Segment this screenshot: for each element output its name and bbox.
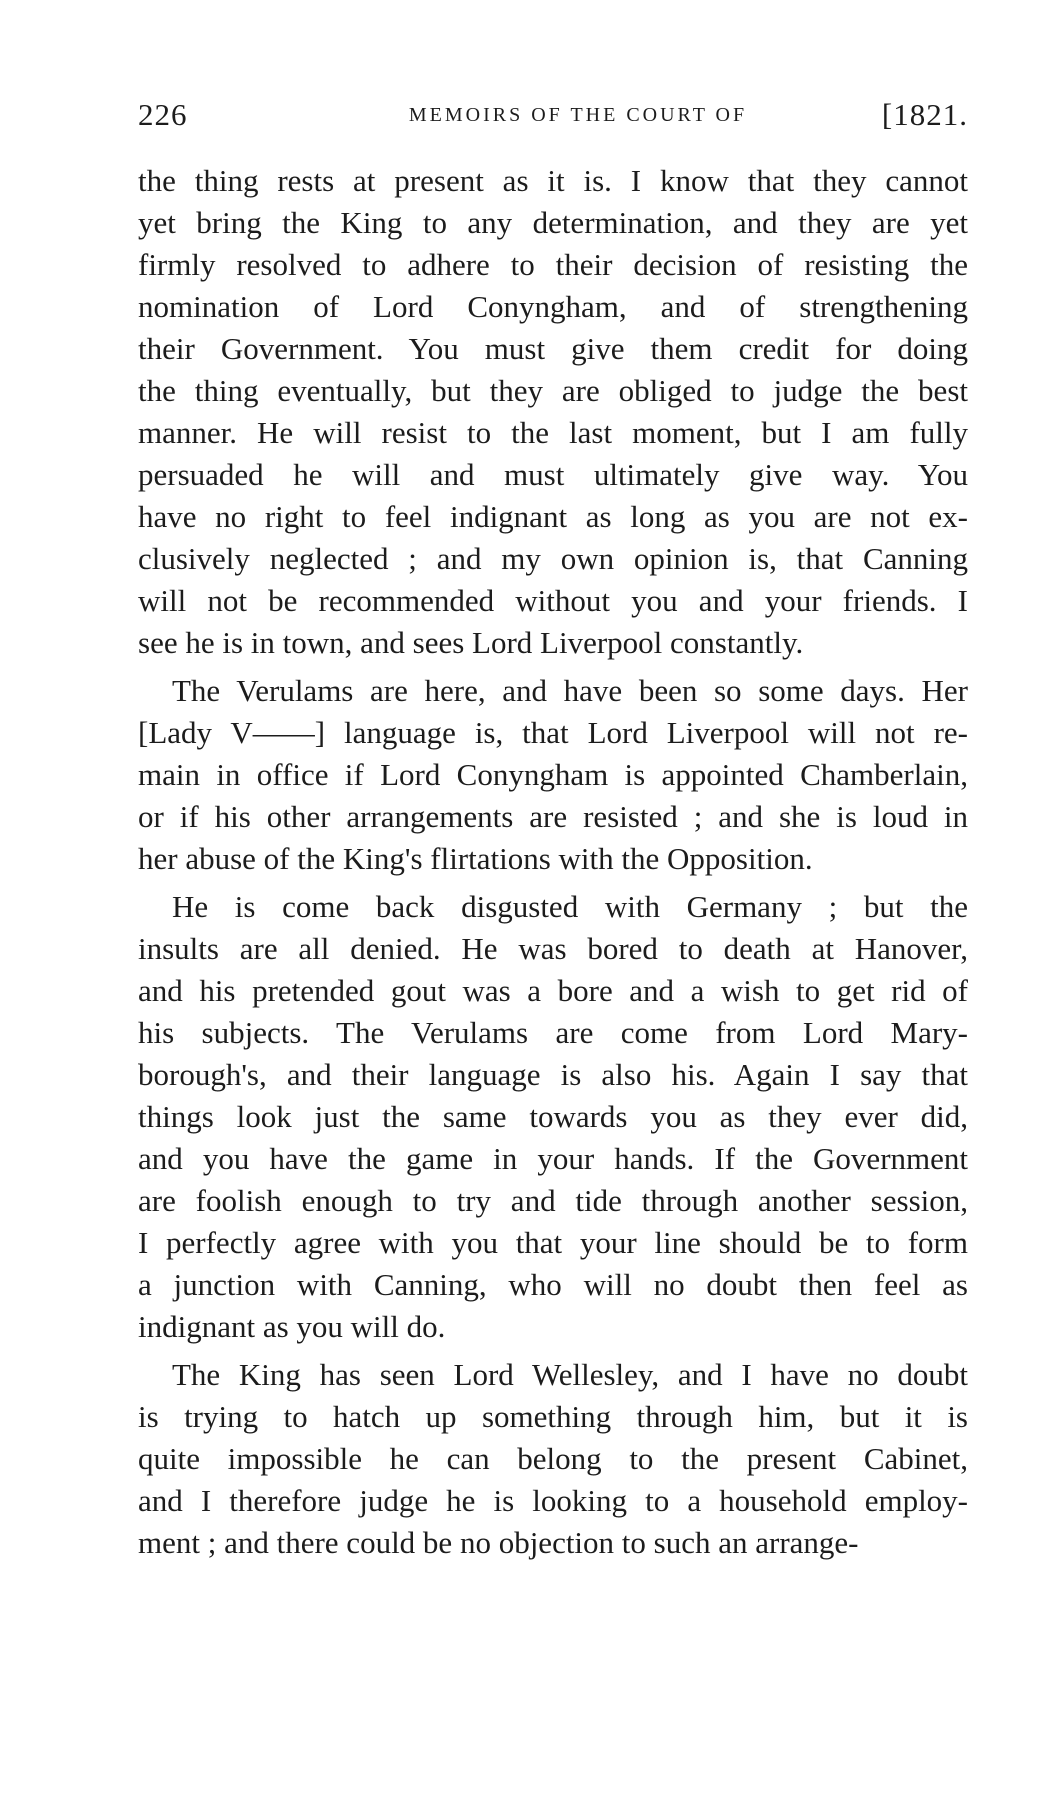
text-line: things look just the same towards you as they ever did, (138, 1099, 968, 1134)
text-line: main in office if Lord Conyngham is appointed Chamberlain, (138, 757, 968, 792)
page-number: 226 (138, 97, 188, 132)
text-line: manner. He will resist to the last moment, but I am fully (138, 415, 968, 450)
paragraph (138, 1354, 968, 1564)
text-line: his subjects. The Verulams are come from Lord Mary- (138, 1015, 968, 1050)
text-line: is trying to hatch up something through him, but it is (138, 1399, 968, 1434)
text-line: her abuse of the King's flirtations with the Opposition. (138, 841, 813, 876)
text-line: yet bring the King to any determination, and they are yet (138, 205, 968, 240)
text-line: indignant as you will do. (138, 1309, 446, 1344)
text-line: He is come back disgusted with Germany ; but the (172, 889, 968, 924)
text-line: quite impossible he can belong to the present Cabinet, (138, 1441, 968, 1476)
paragraph (138, 886, 968, 1348)
text-line: are foolish enough to try and tide through another session, (138, 1183, 968, 1218)
text-line: and you have the game in your hands. If the Government (138, 1141, 968, 1176)
text-line: insults are all denied. He was bored to death at Hanover, (138, 931, 968, 966)
text-line: clusively neglected ; and my own opinion is, that Canning (138, 541, 968, 576)
text-line: have no right to feel indignant as long as you are not ex- (138, 499, 968, 534)
header-year: [1821. (881, 97, 968, 132)
running-title: MEMOIRS OF THE COURT OF (408, 104, 748, 126)
text-line: ment ; and there could be no objection to such an arrange- (138, 1525, 859, 1560)
text-line: persuaded he will and must ultimately give way. You (138, 457, 968, 492)
text-line: [Lady V——] language is, that Lord Liverpool will not re- (138, 715, 968, 750)
text-line: or if his other arrangements are resisted ; and she is loud in (138, 799, 968, 834)
text-line: their Government. You must give them credit for doing (138, 331, 968, 366)
text-line: the thing rests at present as it is. I know that they cannot (138, 163, 968, 198)
text-line: The Verulams are here, and have been so some days. Her (172, 673, 968, 708)
text-line: The King has seen Lord Wellesley, and I have no doubt (172, 1357, 968, 1392)
text-line: see he is in town, and sees Lord Liverpool constantly. (138, 625, 804, 660)
text-line: I perfectly agree with you that your line should be to form (138, 1225, 968, 1260)
body-text (138, 160, 968, 1564)
page-header (138, 92, 968, 138)
text-line: and his pretended gout was a bore and a wish to get rid of (138, 973, 968, 1008)
text-line: will not be recommended without you and your friends. I (138, 583, 968, 618)
paragraph (138, 670, 968, 880)
text-line: and I therefore judge he is looking to a household employ- (138, 1483, 968, 1518)
text-line: nomination of Lord Conyngham, and of strengthening (138, 289, 968, 324)
text-line: a junction with Canning, who will no doubt then feel as (138, 1267, 968, 1302)
paragraph (138, 160, 968, 664)
text-line: the thing eventually, but they are obliged to judge the best (138, 373, 968, 408)
text-line: borough's, and their language is also his. Again I say that (138, 1057, 968, 1092)
text-line: firmly resolved to adhere to their decision of resisting the (138, 247, 968, 282)
